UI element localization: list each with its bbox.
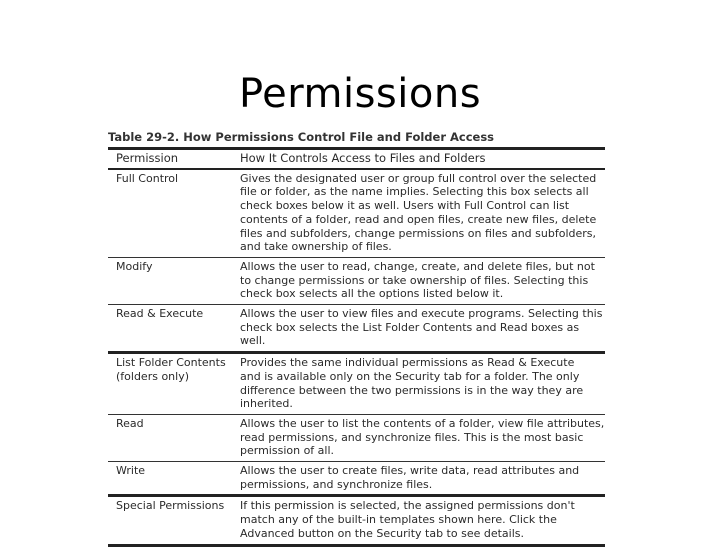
permission-description: If this permission is selected, the assigned permissions don't match any of the built-in templates shown here. Click the Advanced button on the Security tab to see details. [240, 496, 605, 545]
table-row [108, 496, 605, 545]
table-row [108, 169, 605, 258]
table-header-row [108, 149, 605, 169]
table-row [108, 462, 605, 496]
table-row [108, 305, 605, 353]
slide-title: Permissions [238, 70, 482, 117]
permission-name: Modify [108, 257, 240, 304]
permission-description: Allows the user to view files and execute programs. Selecting this check box selects the List Folder Contents and Read boxes as well. [240, 305, 605, 353]
header-description: How It Controls Access to Files and Folders [240, 149, 605, 169]
permission-description: Provides the same individual permissions as Read & Execute and is available only on the Security tab for a folder. The only difference between the two permissions is in the way they are inherited. [240, 353, 605, 415]
permission-description: Gives the designated user or group full control over the selected file or folder, as the name implies. Selecting this box selects all check boxes below it as well. Users with Full Control can list contents of a folder, read and open files, create new files, delete files and subfolders, change permissions on files and subfolders, and take ownership of files. [240, 169, 605, 258]
table-row [108, 353, 605, 415]
header-permission: Permission [108, 149, 240, 169]
permission-description: Allows the user to create files, write data, read attributes and permissions, and synchronize files. [240, 462, 605, 496]
permission-description: Allows the user to read, change, create, and delete files, but not to change permissions or take ownership of files. Selecting this check box selects all the options listed below it. [240, 257, 605, 304]
permission-name: Full Control [108, 169, 240, 258]
table-row [108, 257, 605, 304]
permissions-table [108, 147, 605, 547]
permission-name: Read & Execute [108, 305, 240, 353]
permission-name: Special Permissions [108, 496, 240, 545]
permission-name: Read [108, 414, 240, 461]
permission-name: Write [108, 462, 240, 496]
permission-name: List Folder Contents (folders only) [108, 353, 240, 415]
table-row [108, 414, 605, 461]
table-caption: Table 29-2. How Permissions Control File and Folder Access [108, 130, 495, 144]
permission-description: Allows the user to list the contents of a folder, view file attributes, read permissions, and synchronize files. This is the most basic permission of all. [240, 414, 605, 461]
